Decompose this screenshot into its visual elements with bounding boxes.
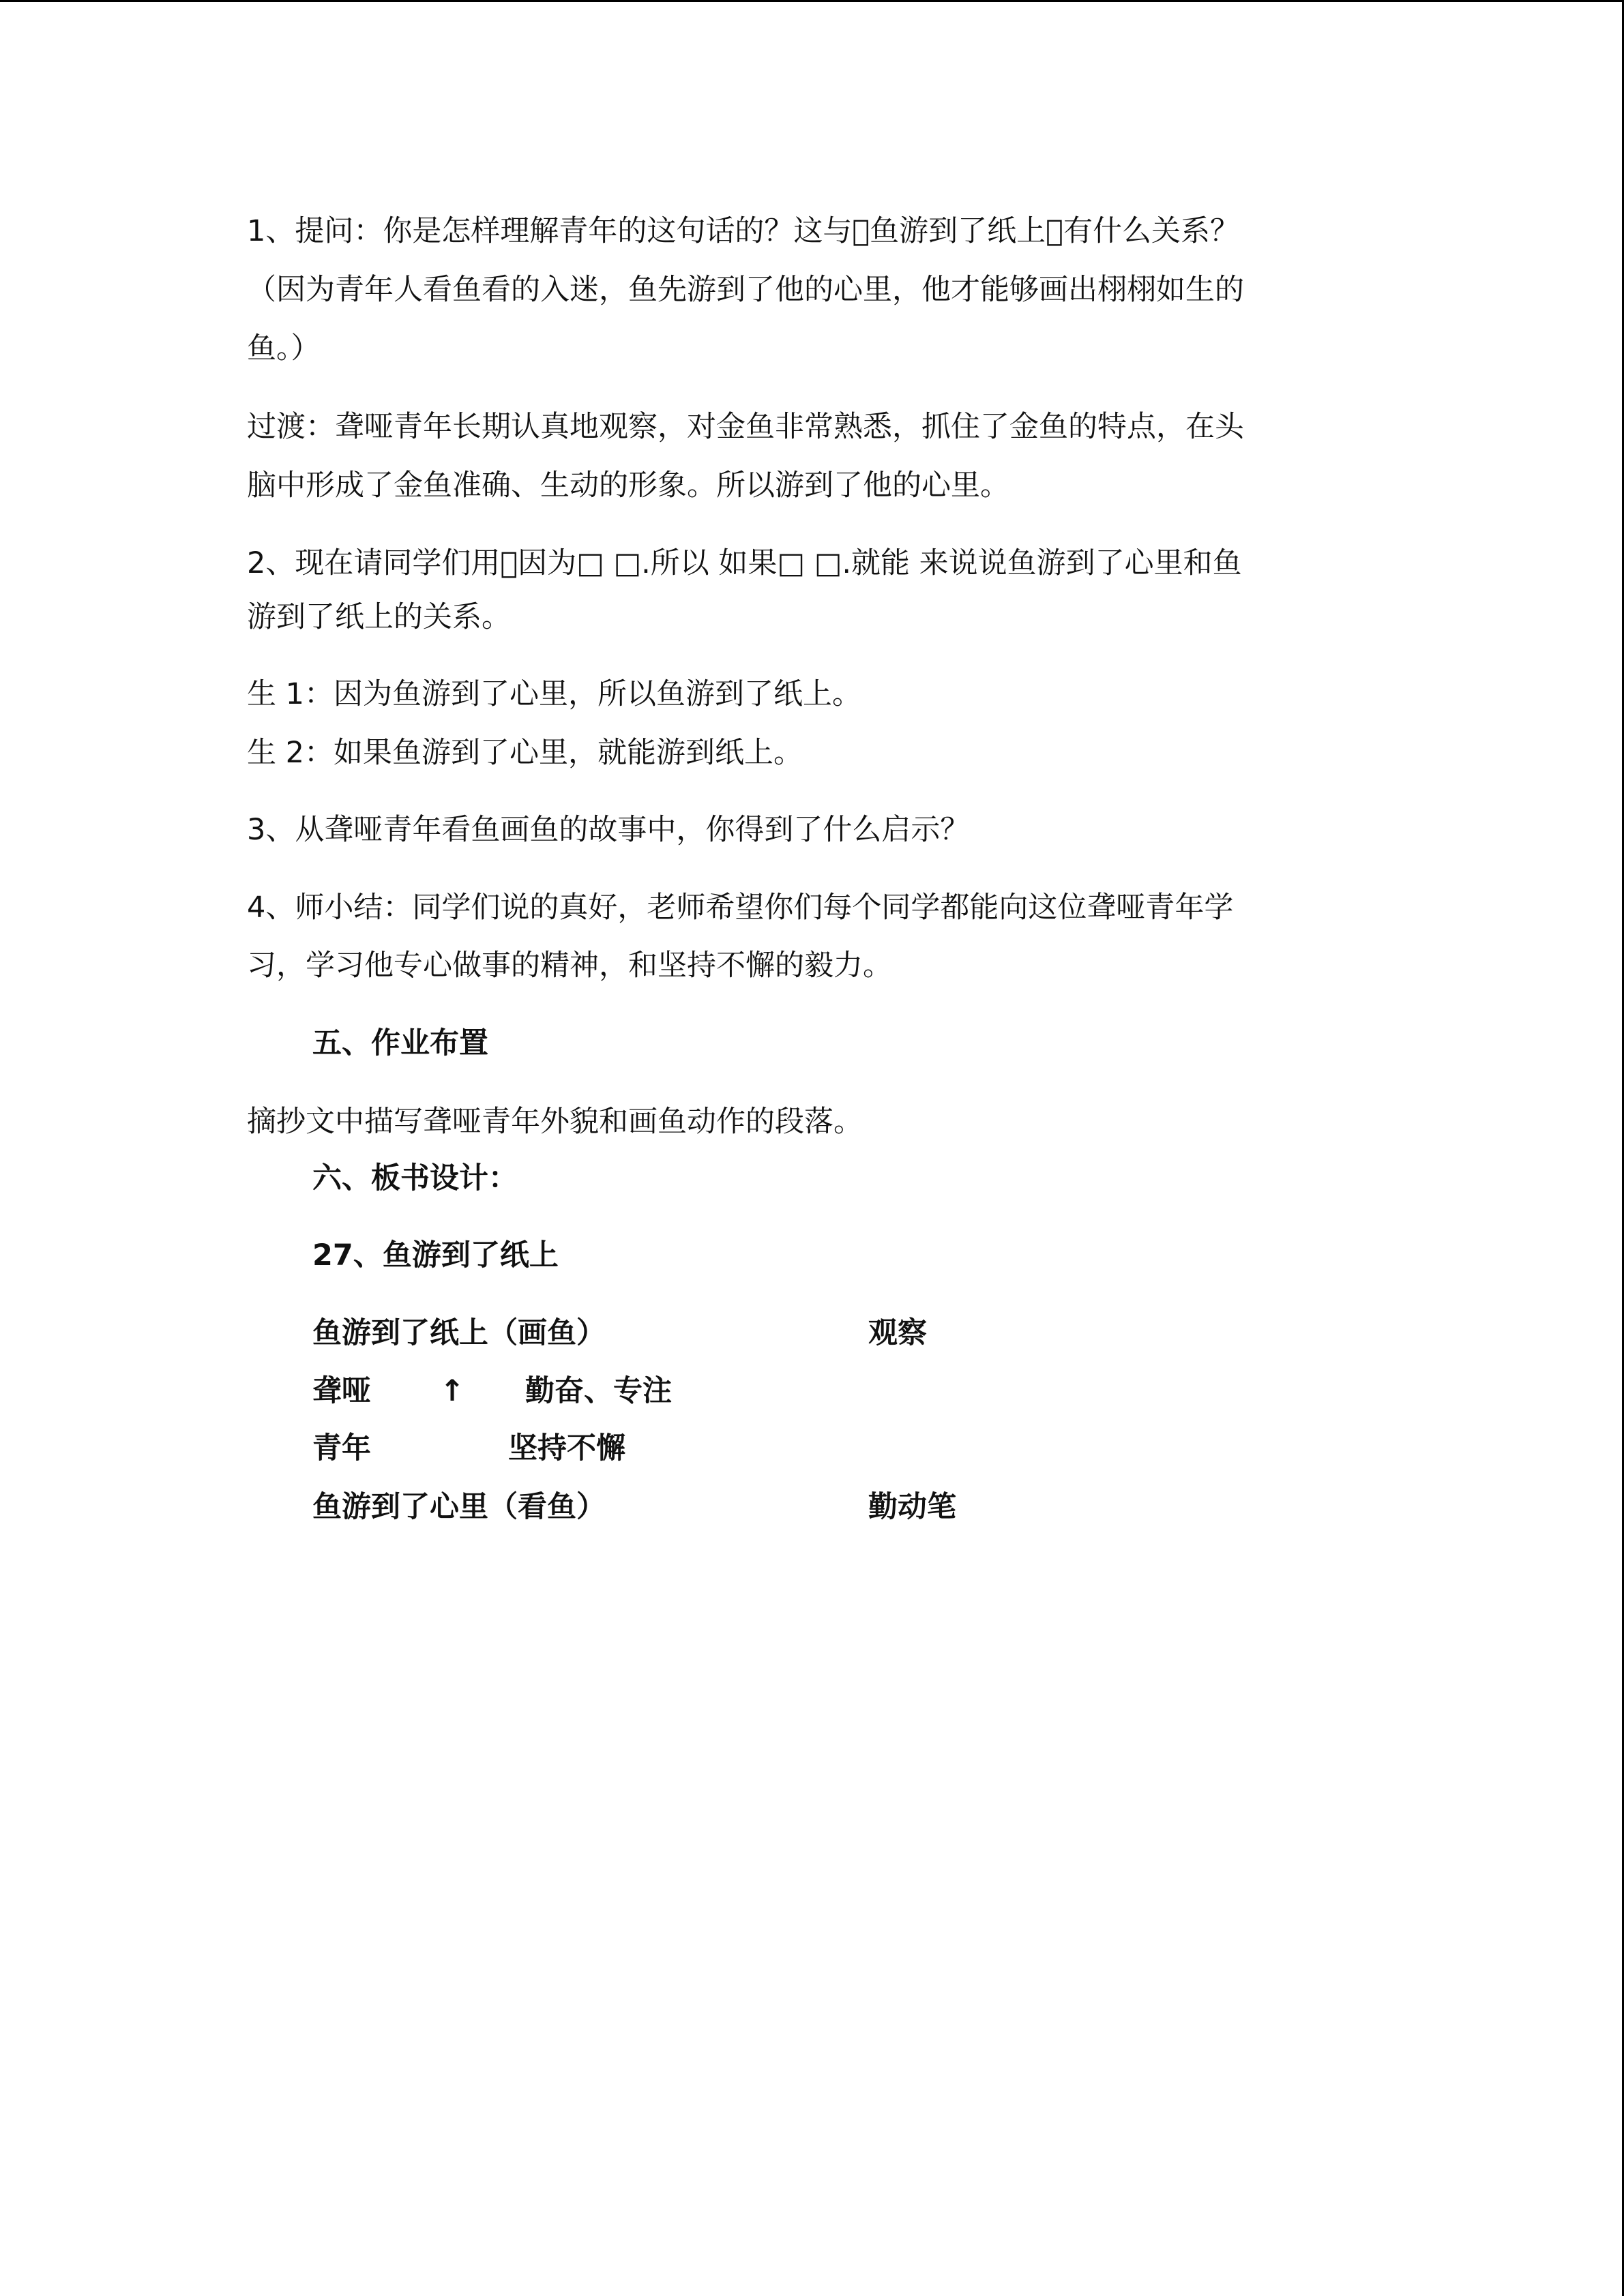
transition-line-1: 过渡：聋哑青年长期认真地观察，对金鱼非常熟悉，抓住了金鱼的特点，在头 xyxy=(247,410,1244,444)
board-row3-right: 坚持不懈 xyxy=(508,1431,625,1465)
board-heading: 六、板书设计： xyxy=(312,1161,518,1195)
homework-heading: 五、作业布置 xyxy=(312,1026,488,1060)
board-row4-left: 鱼游到了心里（看鱼） xyxy=(312,1490,606,1524)
board-row3-left: 青年 xyxy=(312,1431,371,1465)
q1-line-3: 鱼。） xyxy=(247,331,321,366)
board-row2-arrow: ↑ xyxy=(440,1374,465,1408)
board-row1-right: 观察 xyxy=(868,1316,927,1350)
q2-line-2: 游到了纸上的关系。 xyxy=(247,600,511,634)
page-top-border xyxy=(0,0,1624,2)
board-title: 27、鱼游到了纸上 xyxy=(312,1238,559,1272)
student-answer-1: 生 1：因为鱼游到了心里，所以鱼游到了纸上。 xyxy=(247,677,862,711)
summary-line-2: 习，学习他专心做事的精神，和坚持不懈的毅力。 xyxy=(247,949,892,983)
transition-line-2: 脑中形成了金鱼准确、生动的形象。所以游到了他的心里。 xyxy=(247,468,1009,503)
board-row2-left: 聋哑 xyxy=(312,1374,371,1408)
q1-line-2: （因为青年人看鱼看的入迷，鱼先游到了他的心里，他才能够画出栩栩如生的 xyxy=(247,273,1244,307)
summary-line-1: 4、师小结：同学们说的真好，老师希望你们每个同学都能向这位聋哑青年学 xyxy=(247,891,1234,925)
board-row1-left: 鱼游到了纸上（画鱼） xyxy=(312,1316,606,1350)
student-answer-2: 生 2：如果鱼游到了心里，就能游到纸上。 xyxy=(247,736,803,770)
homework-text: 摘抄文中描写聋哑青年外貌和画鱼动作的段落。 xyxy=(247,1105,863,1139)
board-row2-right: 勤奋、专注 xyxy=(525,1374,672,1408)
q3-line: 3、从聋哑青年看鱼画鱼的故事中，你得到了什么启示？ xyxy=(247,813,970,847)
board-row4-right: 勤动笔 xyxy=(868,1490,956,1524)
q1-line-1: 1、提问：你是怎样理解青年的这句话的？这与 鱼游到了纸上 有什么关系？ xyxy=(247,214,1239,248)
q2-line-1: 2、现在请同学们用 因为□ □.所以 如果□ □.就能 来说说鱼游到了心里和鱼 xyxy=(247,546,1242,580)
